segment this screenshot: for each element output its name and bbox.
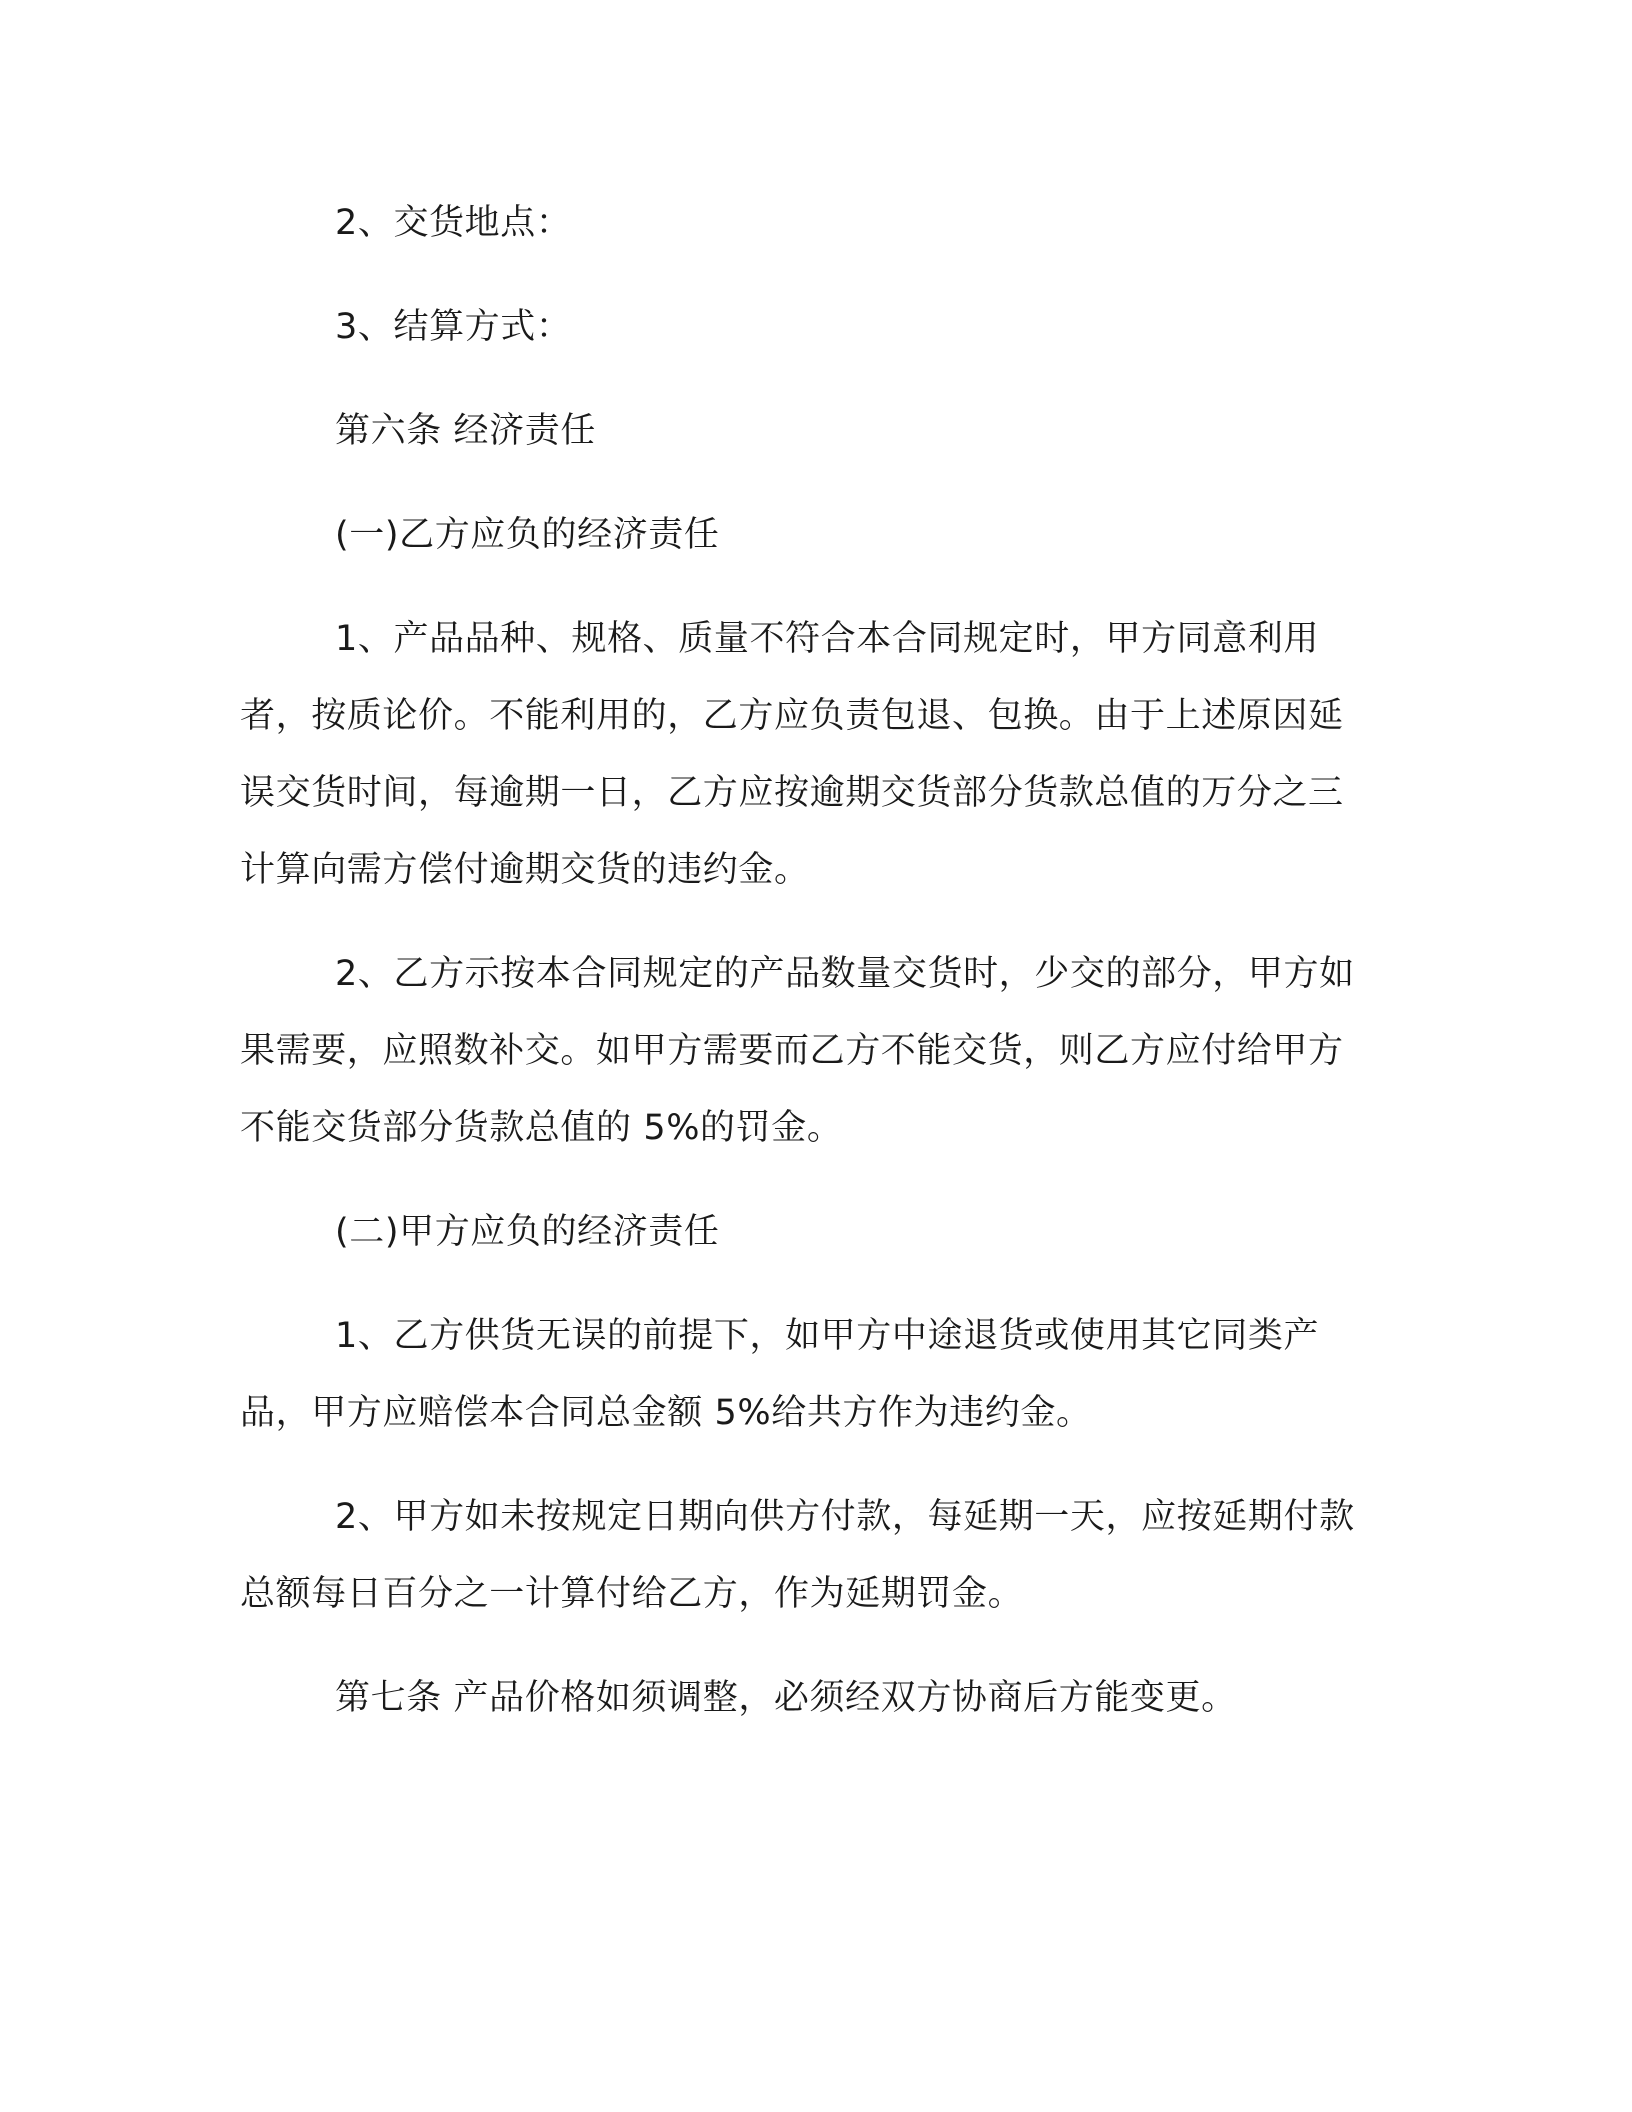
- delivery-location-item: 2、交货地点：: [335, 203, 572, 243]
- party-a-clause-1: 1、乙方供货无误的前提下，如甲方中途退货或使用其它同类产品，甲方应赔偿本合同总金额 5%给共方作为违约金。: [240, 1316, 1320, 1433]
- article-six-heading: 第六条 经济责任: [335, 411, 596, 451]
- article-seven: 第七条 产品价格如须调整，必须经双方协商后方能变更。: [335, 1678, 1237, 1718]
- party-a-clause-2: 2、甲方如未按规定日期向供方付款，每延期一天，应按延期付款总额每日百分之一计算付给乙方，作为延期罚金。: [240, 1497, 1355, 1614]
- party-a-liability-heading: (二)甲方应负的经济责任: [335, 1212, 720, 1252]
- document-body: [240, 185, 1360, 1764]
- settlement-method-item: 3、结算方式：: [335, 307, 572, 347]
- party-b-liability-heading: (一)乙方应负的经济责任: [335, 515, 720, 555]
- party-b-clause-2: 2、乙方示按本合同规定的产品数量交货时，少交的部分，甲方如果需要，应照数补交。如甲方需要而乙方不能交货，则乙方应付给甲方不能交货部分货款总值的 5%的罚金。: [240, 954, 1355, 1148]
- party-b-clause-1: 1、产品品种、规格、质量不符合本合同规定时，甲方同意利用者，按质论价。不能利用的，乙方应负责包退、包换。由于上述原因延误交货时间，每逾期一日，乙方应按逾期交货部分货款总值的万分之三计算向需方偿付逾期交货的违约金。: [240, 619, 1344, 890]
